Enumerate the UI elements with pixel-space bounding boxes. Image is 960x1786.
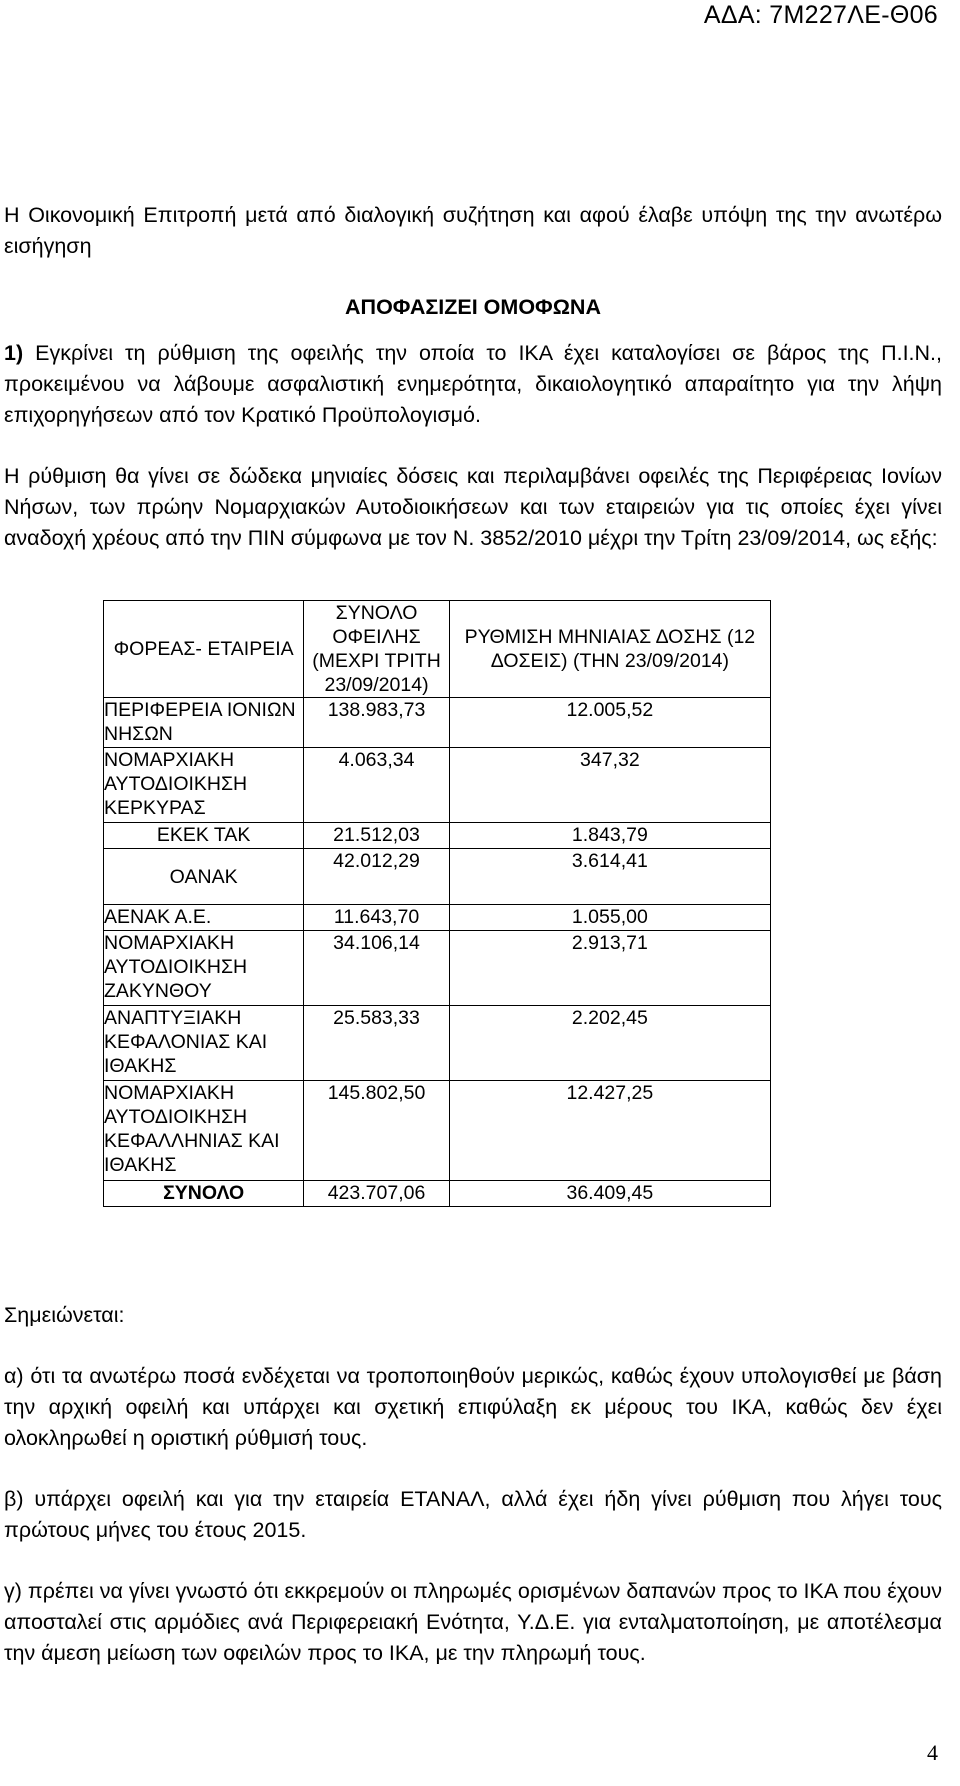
- intro-paragraph: Η Οικονομική Επιτροπή μετά από διαλογική συζήτηση και αφού έλαβε υπόψη της την ανωτέρω εισήγηση: [4, 203, 942, 258]
- row-total: 34.106,14: [304, 931, 449, 1006]
- row-entity: ΝΟΜΑΡΧΙΑΚΗ ΑΥΤΟΔΙΟΙΚΗΣΗ ΚΕΡΚΥΡΑΣ: [104, 748, 304, 823]
- row-entity: ΠΕΡΙΦΕΡΕΙΑ ΙΟΝΙΩΝ ΝΗΣΩΝ: [104, 698, 304, 748]
- row-total: 138.983,73: [304, 698, 449, 748]
- ada-code: ΑΔΑ: 7Μ227ΛΕ-Θ06: [703, 1, 938, 29]
- item-1-text: Εγκρίνει τη ρύθμιση της οφειλής την οποία το ΙΚΑ έχει καταλογίσει σε βάρος της Π.Ι.Ν., προκειμένου να λάβουμε ασφαλιστική ενημερότητα, δικαιολογητικό απαραίτητο για την λήψη επιχορηγήσεων από τον Κρατικό Προϋπολογισμό.: [4, 341, 942, 427]
- row-total: 4.063,34: [304, 748, 449, 823]
- row-entity: ΕΚΕΚ ΤΑΚ: [104, 823, 304, 849]
- item-1-number: 1): [4, 341, 24, 365]
- table-row: [104, 905, 771, 931]
- table-row: [104, 849, 771, 905]
- decision-body: [4, 200, 942, 554]
- header-total: ΣΥΝΟΛΟ ΟΦΕΙΛΗΣ (ΜΕΧΡΙ ΤΡΙΤΗ 23/09/2014): [304, 601, 449, 698]
- table-row: [104, 1006, 771, 1081]
- table-header-row: [104, 601, 771, 698]
- header-monthly: ΡΥΘΜΙΣΗ ΜΗΝΙΑΙΑΣ ΔΟΣΗΣ (12 ΔΟΣΕΙΣ) (ΤΗΝ 23/09/2014): [449, 601, 770, 698]
- row-entity: ΝΟΜΑΡΧΙΑΚΗ ΑΥΤΟΔΙΟΙΚΗΣΗ ΚΕΦΑΛΛΗΝΙΑΣ ΚΑΙ ΙΘΑΚΗΣ: [104, 1081, 304, 1181]
- row-total: 145.802,50: [304, 1081, 449, 1181]
- total-sum: 423.707,06: [304, 1181, 449, 1207]
- row-monthly: 12.005,52: [449, 698, 770, 748]
- table-row: [104, 698, 771, 748]
- debt-table: [103, 600, 771, 1207]
- total-monthly: 36.409,45: [449, 1181, 770, 1207]
- row-monthly: 2.202,45: [449, 1006, 770, 1081]
- table-row: [104, 931, 771, 1006]
- row-monthly: 3.614,41: [449, 849, 770, 905]
- row-entity: ΑΕΝΑΚ Α.Ε.: [104, 905, 304, 931]
- table-row: [104, 823, 771, 849]
- row-monthly: 1.843,79: [449, 823, 770, 849]
- row-monthly: 347,32: [449, 748, 770, 823]
- regulation-paragraph: Η ρύθμιση θα γίνει σε δώδεκα μηνιαίες δόσεις και περιλαμβάνει οφειλές της Περιφέρειας Ιονίων Νήσων, των πρώην Νομαρχιακών Αυτοδιοικήσεων και των εταιρειών για τις οποίες έχει γίνει αναδοχή χρέους από την ΠΙΝ σύμφωνα με τον Ν. 3852/2010 μέχρι την Τρίτη 23/09/2014, ως εξής:: [4, 464, 942, 550]
- table-row: [104, 748, 771, 823]
- debt-table-wrapper: [103, 600, 771, 1207]
- header-entity: ΦΟΡΕΑΣ- ΕΤΑΙΡΕΙΑ: [104, 601, 304, 698]
- row-entity: ΑΝΑΠΤΥΞΙΑΚΗ ΚΕΦΑΛΟΝΙΑΣ ΚΑΙ ΙΘΑΚΗΣ: [104, 1006, 304, 1081]
- row-total: 25.583,33: [304, 1006, 449, 1081]
- row-monthly: 2.913,71: [449, 931, 770, 1006]
- row-total: 21.512,03: [304, 823, 449, 849]
- notes-section: [4, 1300, 942, 1669]
- row-monthly: 12.427,25: [449, 1081, 770, 1181]
- page-number: 4: [927, 1740, 938, 1765]
- notes-heading: Σημειώνεται:: [4, 1303, 125, 1327]
- note-a: α) ότι τα ανωτέρω ποσά ενδέχεται να τροποποιηθούν μερικώς, καθώς έχουν υπολογισθεί με βάση την αρχική οφειλή και υπάρχει και σχετική επιφύλαξη εκ μέρους του ΙΚΑ, καθώς δεν έχει ολοκληρωθεί η οριστική ρύθμισή τους.: [4, 1364, 942, 1450]
- row-entity: ΟΑΝΑΚ: [104, 849, 304, 905]
- row-monthly: 1.055,00: [449, 905, 770, 931]
- table-total-row: [104, 1181, 771, 1207]
- row-total: 11.643,70: [304, 905, 449, 931]
- row-entity: ΝΟΜΑΡΧΙΑΚΗ ΑΥΤΟΔΙΟΙΚΗΣΗ ΖΑΚΥΝΘΟΥ: [104, 931, 304, 1006]
- decision-heading: ΑΠΟΦΑΣΙΖΕΙ ΟΜΟΦΩΝΑ: [345, 295, 601, 319]
- note-b: β) υπάρχει οφειλή και για την εταιρεία ΕΤΑΝΑΛ, αλλά έχει ήδη γίνει ρύθμιση που λήγει τους πρώτους μήνες του έτους 2015.: [4, 1487, 942, 1542]
- item-1-paragraph: [4, 338, 942, 431]
- table-row: [104, 1081, 771, 1181]
- note-c: γ) πρέπει να γίνει γνωστό ότι εκκρεμούν οι πληρωμές ορισμένων δαπανών προς το ΙΚΑ που έχουν αποσταλεί στις αρμόδιες ανά Περιφερειακή Ενότητα, Υ.Δ.Ε. για ενταλματοποίηση, με αποτέλεσμα την άμεση μείωση των οφειλών προς το ΙΚΑ, με την πληρωμή τους.: [4, 1579, 942, 1665]
- total-label: ΣΥΝΟΛΟ: [104, 1181, 304, 1207]
- row-total: 42.012,29: [304, 849, 449, 905]
